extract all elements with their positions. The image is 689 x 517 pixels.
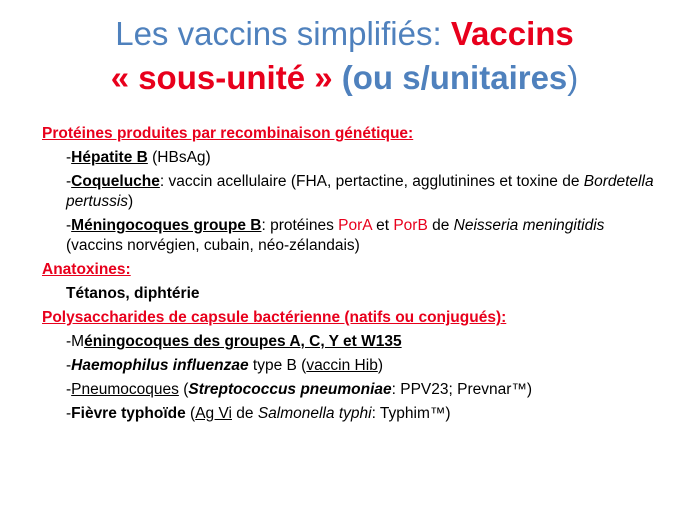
title-part: (ou s/unitaires xyxy=(332,59,568,96)
title-line-2 xyxy=(0,56,689,100)
list-item-meningocoques-b: -Méningocoques groupe B: protéines PorA et PorB de Neisseria meningitidis (vaccins norvégien, cubain, néo-zélandais) xyxy=(66,217,605,254)
list-item-haemophilus: -Haemophilus influenzae type B (vaccin Hib) xyxy=(66,357,383,374)
list-item-coqueluche: -Coqueluche: vaccin acellulaire (FHA, pertactine, agglutinines et toxine de Bordetella pertussis) xyxy=(66,173,654,210)
section-heading-anatoxines: Anatoxines: xyxy=(42,261,131,278)
title-line-1 xyxy=(0,12,689,56)
list-item-pneumocoques: -Pneumocoques (Streptococcus pneumoniae: PPV23; Prevnar™) xyxy=(66,381,533,398)
section-heading-polysaccharides: Polysaccharides de capsule bactérienne (natifs ou conjugués): xyxy=(42,309,507,326)
title-part: Les vaccins simplifiés: xyxy=(115,15,451,52)
link-vaccin-hib: vaccin Hib xyxy=(306,357,378,374)
list-item-tetanos: Tétanos, diphtérie xyxy=(66,285,200,302)
list-item-hepatite-b: -Hépatite B (HBsAg) xyxy=(66,149,211,166)
list-item-meningocoques-acyw: -Méningocoques des groupes A, C, Y et W135 xyxy=(66,333,402,350)
title-highlight: « sous-unité » xyxy=(110,59,333,96)
list-item-fievre-typhoide: -Fièvre typhoïde (Ag Vi de Salmonella typhi: Typhim™) xyxy=(66,405,451,422)
section-heading-recombinant: Protéines produites par recombinaison génétique: xyxy=(42,125,414,142)
slide-title xyxy=(0,12,689,100)
title-highlight: Vaccins xyxy=(450,15,574,52)
slide-content xyxy=(42,124,662,428)
title-part: ) xyxy=(567,59,579,96)
